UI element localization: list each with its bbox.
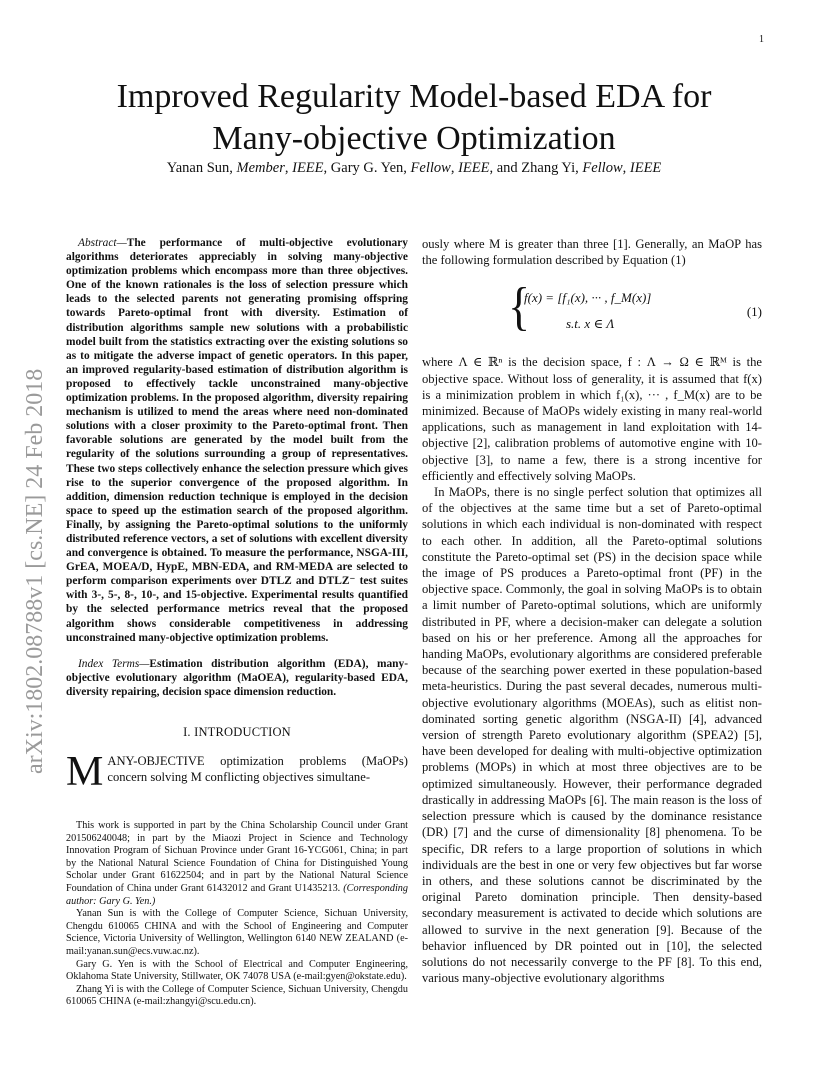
right-column [422,236,762,986]
author-3: , and Zhang Yi, [489,160,583,176]
right-paragraph-2: where Λ ∈ ℝⁿ is the decision space, f : Λ → Ω ∈ ℝᴹ is the objective space. Without loss of generality, it is assumed that f(x) is a minimization problem in which f₁(x), ··· , f_M(x) are to be minimized. Because of MaOPs widely existing in many real-world applications, such as management in land exploitation with 14-objective [2], calibration problems of automotive engine with 10-objective [3], to name a few, there is a strong incentive for efficiently and effectively solving MaOPs. [422,355,762,483]
title-line-1: Improved Regularity Model-based EDA for [116,78,712,115]
arxiv-stamp-text: arXiv:1802.08788v1 [cs.NE] 24 Feb 2018 [22,368,48,774]
footnote-funding-text: This work is supported in part by the China Scholarship Council under Grant 201506240048; in part by the Miaozi Project in Science and Technology Innovation Program of Sichuan Province under Grant 16-YCG061, China; in part by the National Natural Science Foundation of China for Distinguished Young Scholar under Grant 61622504; and in part by the National Natural Science Foundation of China under Grant 61432012 and Grant U1435213. [66,820,408,894]
equation-line-2: s.t. x ∈ Λ [566,316,615,332]
intro-text: ANY-OBJECTIVE optimization problems (MaOPs) concern solving M conflicting objectives simultane- [107,754,408,785]
author-1: Yanan Sun, [166,160,237,176]
page-number: 1 [759,34,764,45]
left-column [66,236,408,796]
separator: , [284,160,293,176]
abstract [66,236,408,645]
author-1-role: Member [236,160,285,176]
equation-line-1: f(x) = [f₁(x), ··· , f_M(x)] [524,290,652,306]
author-1-org: IEEE [292,160,324,176]
abstract-text: The performance of multi-objective evolutionary algorithms deteriorates appreciably in solving many-objective optimization problems which encompass more than three objectives. One of the known rationales is the loss of selection pressure which leads to the selected parents not generating promising offspring towards Pareto-optimal front with diversity. Estimation of distribution algorithms sample new solutions with a probabilistic model built from the statistics extracting over the existing solutions so as to mitigate the adverse impact of genetic operators. In this paper, an improved regularity-based estimation of distribution algorithm is proposed to effectively tackle unconstrained many-objective optimization problems. In the proposed algorithm, diversity repairing mechanism is utilized to mend the areas where need non-dominated solutions with a closer proximity to the Pareto-optimal front. Then favorable solutions are generated by the model built from the regularity of the solutions surrounding a group of representatives. These two steps collectively enhance the selection pressure which gives rise to the superior convergence of the proposed algorithm. In addition, dimension reduction technique is employed in the decision space to speed up the estimation search of the proposed algorithm. Finally, by assigning the Pareto-optimal solutions to the uniformly distributed reference vectors, a set of solutions with excellent diversity and convergence is obtained. To measure the performance, NSGA-III, GrEA, MOEA/D, HypE, MBN-EDA, and RM-MEDA are selected to perform comparison experiments over DTLZ and DTLZ⁻ test suites with 3-, 5-, 8-, 10-, and 15-objective. Experimental results quantified by the selected performance metrics reveal that the proposed algorithm shows considerable competitiveness in addressing unconstrained many-objective optimization problems. [66,237,408,644]
left-brace: { [508,277,531,337]
separator: , [450,160,459,176]
author-3-org: IEEE [629,160,662,176]
paper-title [0,76,828,160]
author-3-role: Fellow [582,160,623,176]
arxiv-stamp [12,262,52,774]
right-paragraph-3: In MaOPs, there is no single perfect solution that optimizes all of the objectives at the same time but a set of Pareto-optimal solutions in which each individual is non-dominated with respect to each other. In addition, all the Pareto-optimal solutions constitute the Pareto-optimal set (PS) in the decision space while the image of PS produces a Pareto-optimal front (PF) in the objective space. Commonly, the goal in solving MaOPs is to obtain a limit number of Pareto-optimal solutions, which are uniformly distributed in PF, where a decision-maker can delegate a solution based on his or her preference. Among all the approaches for handing MaOPs, evolutionary algorithms are considered preferable because of the searching power exerted in these population-based meta-heuristics. During the past several decades, numerous multi-objective evolutionary algorithms (MOEAs), such as elitist non-dominated sorting genetic algorithm (NSGA-II) [4], advanced version of strength Pareto evolutionary algorithm (SPEA2) [5], have been developed for dealing with multi-objective optimization problems (MOPs) in which at most three objectives are to be optimized simultaneously. However, their performance degraded drastically in addressing MaOPs [6]. The main reason is the loss of selection pressure which is caused by the dominance resistance (DR) [7] and the curse of dimensionality [8] phenomena. To be specific, DR refers to a large proportion of solutions in which individuals are the best in one or very few objectives but far worse in others, and these solutions cannot be discriminated by the original Pareto domination principle. Then density-based secondary measurement is activated to decide which solutions are allowed to survive in the next generation [9]. Because of the behavior influenced by DR pointed out in [10], the selected solutions do not necessarily converge to the PF [8]. To this end, various many-objective evolutionary algorithms [422,485,762,986]
intro-paragraph [66,749,408,796]
footnotes [66,820,408,1009]
footnote-funding [66,820,408,908]
equation-1 [422,276,762,348]
footnote-author-1: Yanan Sun is with the College of Computer Science, Sichuan University, Chengdu 610065 CHINA and with the School of Engineering and Computer Science, Victoria University of Wellington, Wellington 6140 NEW ZEALAND (e-mail:yanan.sun@ecs.vuw.ac.nz). [66,908,408,957]
author-line [0,160,828,177]
corresponding-author: (Corresponding author: Gary G. Yen.) [66,882,408,907]
footnote-author-2: Gary G. Yen is with the School of Electrical and Computer Engineering, Oklahoma State University, Stillwater, OK 74078 USA (e-mail:gyen@okstate.edu). [66,958,408,983]
author-2-role: Fellow [410,160,451,176]
index-terms-text: Estimation distribution algorithm (EDA), many-objective evolutionary algorithm (MaOEA), regularity-based EDA, diversity repairing, decision space dimension reduction. [66,657,408,698]
abstract-lead: Abstract— [78,237,127,249]
footnote-author-3: Zhang Yi is with the College of Computer Science, Sichuan University, Chengdu 610065 CHINA (e-mail:zhangyi@scu.edu.cn). [66,983,408,1008]
index-terms-lead: Index Terms— [78,657,150,670]
right-paragraph-1: ously where M is greater than three [1]. Generally, an MaOP has the following formulation described by Equation (1) [422,237,762,268]
dropcap: M [66,749,104,796]
separator: , [622,160,630,176]
title-line-2: Many-objective Optimization [212,120,616,157]
author-2: , Gary G. Yen, [323,160,411,176]
index-terms [66,657,408,699]
author-2-org: IEEE [458,160,490,176]
equation-number: (1) [746,304,762,320]
section-heading: I. INTRODUCTION [183,725,291,739]
